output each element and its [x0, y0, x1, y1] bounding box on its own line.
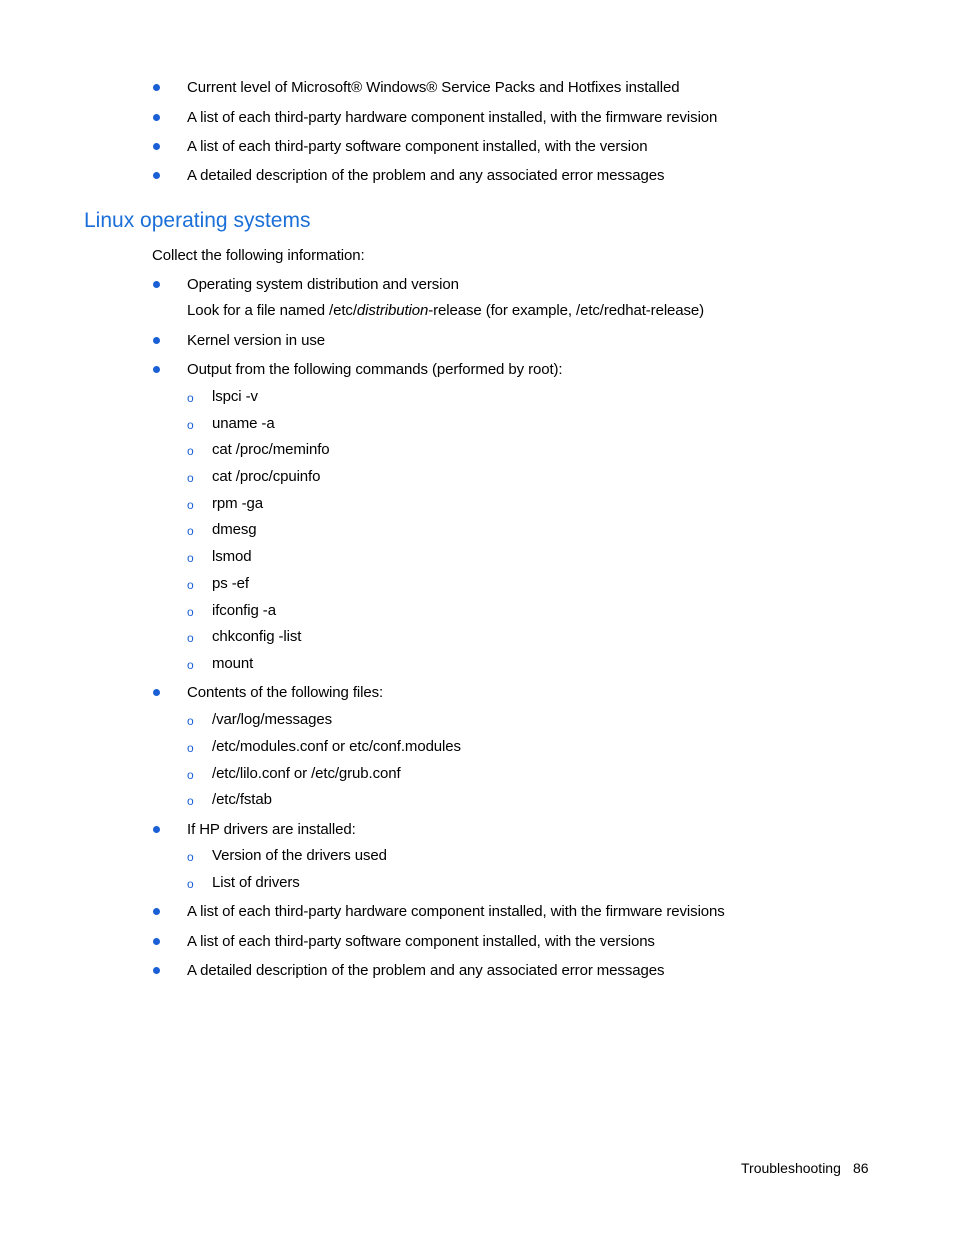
list-item: A detailed description of the problem and any associated error messages: [187, 962, 665, 979]
list-item-kernel: Kernel version in use: [187, 332, 325, 349]
sub-list-item: mount: [212, 655, 254, 672]
sub-list-item: ifconfig -a: [212, 602, 276, 619]
circle-bullet-icon: o: [187, 850, 194, 864]
list-item: Current level of Microsoft® Windows® Service Packs and Hotfixes installed: [187, 79, 680, 96]
bullet-icon: [153, 281, 160, 288]
sub-list-item: /etc/lilo.conf or /etc/grub.conf: [212, 765, 401, 782]
sub-list-item: uname -a: [212, 415, 275, 432]
section-intro: Collect the following information:: [152, 247, 365, 264]
circle-bullet-icon: o: [187, 471, 194, 485]
list-item-os: Operating system distribution and version: [187, 276, 459, 293]
sub-list-item: lspci -v: [212, 388, 258, 405]
circle-bullet-icon: o: [187, 605, 194, 619]
bullet-icon: [153, 366, 160, 373]
sub-list-item: rpm -ga: [212, 495, 263, 512]
sub-list-item: /etc/fstab: [212, 791, 272, 808]
circle-bullet-icon: o: [187, 658, 194, 672]
circle-bullet-icon: o: [187, 524, 194, 538]
bullet-icon: [153, 908, 160, 915]
bullet-icon: [153, 172, 160, 179]
circle-bullet-icon: o: [187, 391, 194, 405]
sub-list-item: cat /proc/cpuinfo: [212, 468, 321, 485]
circle-bullet-icon: o: [187, 498, 194, 512]
bullet-icon: [153, 826, 160, 833]
list-item-drivers: If HP drivers are installed:: [187, 821, 356, 838]
bullet-icon: [153, 337, 160, 344]
circle-bullet-icon: o: [187, 741, 194, 755]
section-heading: Linux operating systems: [84, 209, 311, 232]
circle-bullet-icon: o: [187, 768, 194, 782]
sub-list-item: List of drivers: [212, 874, 300, 891]
list-item: A detailed description of the problem and any associated error messages: [187, 167, 665, 184]
sub-list-item: Version of the drivers used: [212, 847, 387, 864]
bullet-icon: [153, 84, 160, 91]
footer-page-number: 86: [853, 1160, 869, 1176]
circle-bullet-icon: o: [187, 714, 194, 728]
circle-bullet-icon: o: [187, 444, 194, 458]
bullet-icon: [153, 143, 160, 150]
note-italic: distribution: [356, 302, 429, 319]
sub-list-item: dmesg: [212, 521, 257, 538]
note-suffix: -release (for example, /etc/redhat-release): [428, 302, 705, 319]
circle-bullet-icon: o: [187, 418, 194, 432]
sub-list-item: ps -ef: [212, 575, 249, 592]
list-item-commands: Output from the following commands (performed by root):: [187, 361, 563, 378]
list-item: A list of each third-party software component installed, with the version: [187, 138, 648, 155]
bullet-icon: [153, 967, 160, 974]
circle-bullet-icon: o: [187, 631, 194, 645]
circle-bullet-icon: o: [187, 551, 194, 565]
sub-list-item: lsmod: [212, 548, 252, 565]
sub-list-item: cat /proc/meminfo: [212, 441, 330, 458]
circle-bullet-icon: o: [187, 794, 194, 808]
bullet-icon: [153, 689, 160, 696]
bullet-icon: [153, 938, 160, 945]
list-item-files: Contents of the following files:: [187, 684, 384, 701]
sub-list-item: chkconfig -list: [212, 628, 302, 645]
sub-list-item: /etc/modules.conf or etc/conf.modules: [212, 738, 461, 755]
list-item-os-note: [187, 301, 704, 321]
footer-section-name: Troubleshooting: [741, 1160, 841, 1176]
circle-bullet-icon: o: [187, 877, 194, 891]
list-item: A list of each third-party software component installed, with the versions: [187, 933, 655, 950]
bullet-icon: [153, 114, 160, 121]
note-prefix: Look for a file named /etc/: [187, 302, 357, 319]
list-item: A list of each third-party hardware component installed, with the firmware revisions: [187, 903, 725, 920]
circle-bullet-icon: o: [187, 578, 194, 592]
sub-list-item: /var/log/messages: [212, 711, 333, 728]
list-item: A list of each third-party hardware component installed, with the firmware revision: [187, 109, 718, 126]
